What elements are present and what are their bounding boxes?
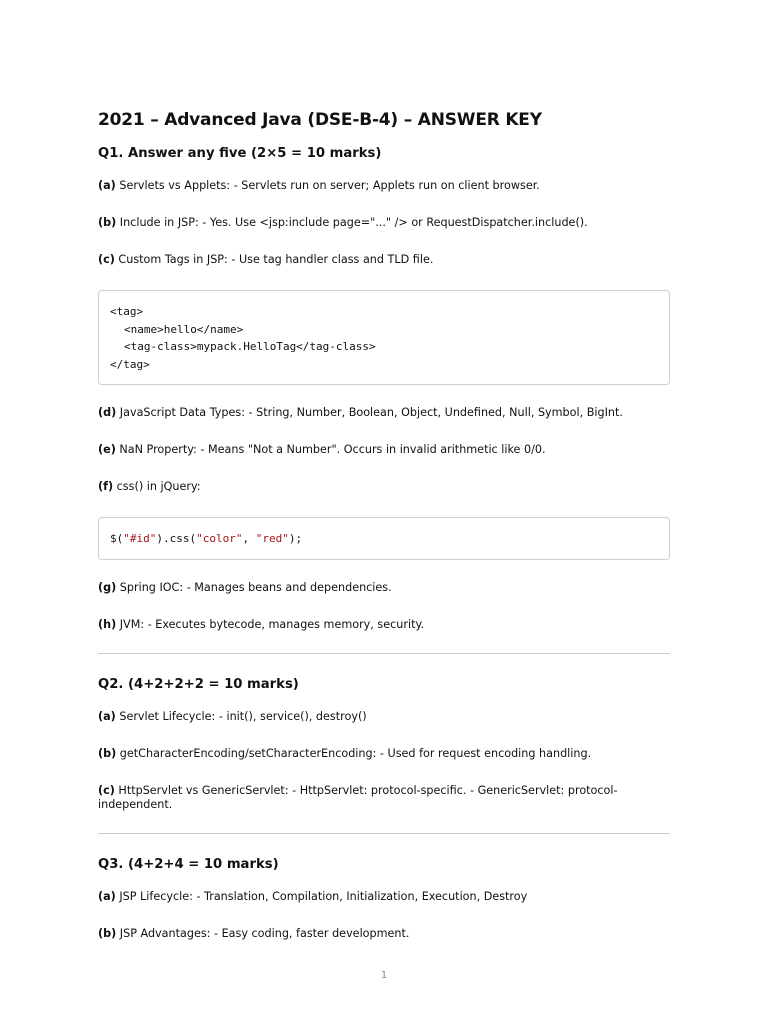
- q1-item-f: [98, 480, 670, 494]
- item-text: JSP Advantages: - Easy coding, faster development.: [116, 926, 410, 940]
- q1-heading: Q1. Answer any five (2×5 = 10 marks): [98, 146, 382, 161]
- item-label: (g): [98, 580, 117, 594]
- q1-item-b: [98, 216, 670, 230]
- item-text: Include in JSP: - Yes. Use <jsp:include page="..." /> or RequestDispatcher.include().: [116, 216, 588, 229]
- q2-item-c: [98, 784, 670, 812]
- item-text: Servlet Lifecycle: - init(), service(), destroy(): [115, 709, 367, 723]
- code-token: ,: [242, 532, 256, 545]
- section-divider: [98, 653, 670, 654]
- item-label: (d): [98, 406, 117, 419]
- q2-heading: Q2. (4+2+2+2 = 10 marks): [98, 676, 299, 692]
- document-title: 2021 – Advanced Java (DSE-B-4) – ANSWER KEY: [98, 110, 542, 130]
- item-label: (a): [98, 889, 116, 903]
- code-line: <tag-class>mypack.HelloTag</tag-class>: [124, 340, 376, 353]
- custom-tag-code-block: [98, 290, 670, 385]
- item-text: Servlets vs Applets: - Servlets run on server; Applets run on client browser.: [115, 179, 540, 192]
- q3-item-a: [98, 890, 670, 904]
- code-string: "#id": [123, 532, 157, 545]
- q1-item-c: [98, 253, 670, 267]
- code-token: $(: [110, 532, 124, 545]
- q3-heading: Q3. (4+2+4 = 10 marks): [98, 856, 279, 872]
- jquery-css-code-block: [98, 517, 670, 560]
- q1-item-h: [98, 618, 670, 632]
- q1-item-a: [98, 179, 670, 193]
- item-text: JavaScript Data Types: - String, Number, Boolean, Object, Undefined, Null, Symbol, BigInt.: [116, 406, 623, 419]
- item-text: getCharacterEncoding/setCharacterEncoding: - Used for request encoding handling.: [116, 746, 592, 760]
- item-text: css() in jQuery:: [113, 480, 201, 493]
- code-token: ).css(: [156, 532, 197, 545]
- item-text: Custom Tags in JSP: - Use tag handler class and TLD file.: [114, 253, 434, 266]
- q2-item-b: [98, 747, 670, 761]
- code-line: </tag>: [110, 357, 150, 371]
- item-text: JVM: - Executes bytecode, manages memory, security.: [116, 617, 425, 631]
- item-label: (a): [98, 179, 116, 192]
- code-string: "color": [196, 532, 243, 545]
- code-line: [110, 530, 658, 548]
- page-number: 1: [380, 970, 388, 981]
- code-token: );: [288, 532, 303, 545]
- q1-item-d: [98, 406, 670, 420]
- item-text: HttpServlet vs GenericServlet: - HttpServlet: protocol-specific. - GenericServlet: protocol-independent.: [98, 783, 618, 811]
- q3-item-b: [98, 927, 670, 941]
- q1-item-e: [98, 443, 670, 457]
- code-string: "red": [255, 532, 289, 545]
- item-label: (b): [98, 926, 117, 940]
- item-label: (b): [98, 216, 117, 229]
- code-line: <name>hello</name>: [124, 322, 244, 336]
- item-label: (b): [98, 746, 117, 760]
- item-text: NaN Property: - Means "Not a Number". Occurs in invalid arithmetic like 0/0.: [115, 443, 546, 456]
- item-label: (e): [98, 443, 116, 456]
- answer-key-content: [98, 110, 670, 964]
- item-label: (c): [98, 253, 115, 266]
- item-text: JSP Lifecycle: - Translation, Compilation, Initialization, Execution, Destroy: [115, 889, 528, 903]
- item-text: Spring IOC: - Manages beans and dependencies.: [116, 580, 392, 594]
- item-label: (c): [98, 783, 115, 797]
- item-label: (f): [98, 480, 114, 493]
- section-divider: [98, 833, 670, 834]
- item-label: (a): [98, 709, 116, 723]
- q2-item-a: [98, 710, 670, 724]
- code-line: <tag>: [110, 305, 144, 318]
- q1-item-g: [98, 581, 670, 595]
- item-label: (h): [98, 617, 117, 631]
